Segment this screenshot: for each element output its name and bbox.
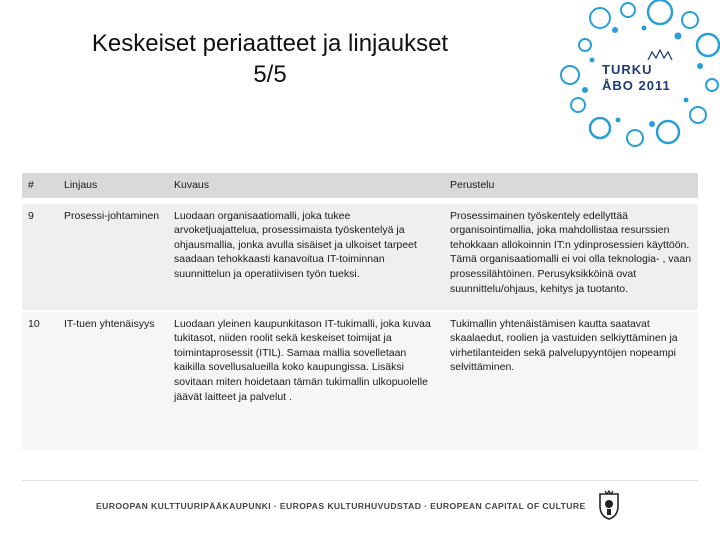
header-kuvaus: Kuvaus [168,173,444,201]
slide-title [20,28,520,90]
cell-kuvaus: Luodaan yleinen kaupunkitason IT-tukimalli, joka kuvaa tukitasot, niiden roolit sekä keskeiset toimijat ja toimintaprosessit (ITIL). Samaa mallia sovelletaan kaikilla sovellusalueilla koko kaupungissa. Lisäksi sovitaan miten hoidetaan tämän tukimallin ulkopuolelle jäävät laitteet ja palvelut . [168,311,444,451]
turku-logo-text [602,62,702,93]
slide-title-line2: 5/5 [253,61,287,88]
header-perustelu: Perustelu [444,173,698,201]
logo-line2: ÅBO 2011 [602,78,671,93]
footer-divider [22,480,698,481]
header-number: # [22,173,58,201]
table-row [22,201,698,311]
table-row [22,311,698,451]
logo-line1: TURKU [602,62,653,77]
footer-text: EUROOPAN KULTTUURIPÄÄKAUPUNKI · EUROPAS KULTURHUVUDSTAD · EUROPEAN CAPITAL OF CULTURE [96,501,586,511]
header-linjaus: Linjaus [58,173,168,201]
cell-kuvaus: Luodaan organisaatiomalli, joka tukee arvoketjuajattelua, prosessimaista työskentelyä ja ohjausmallia, jonka avulla sisäiset ja ulkoiset tarpeet saadaan tehokkaasti kanavoitua IT-toiminnan suunnittelun ja operatiivisen työn tueksi. [168,201,444,311]
cell-linjaus: IT-tuen yhtenäisyys [58,311,168,451]
footer [0,480,720,540]
slide-title-line1: Keskeiset periaatteet ja linjaukset [91,30,449,57]
table-header-row [22,173,698,201]
cell-perustelu: Prosessimainen työskentely edellyttää organisointimallia, joka mahdollistaa resurssien tehokkaan allokoinnin IT:n ydinprosessien käyttöön. Tämä organisaatiomalli ei voi olla teknologia- , vaan prosessilähtöinen. Perusyksikköinä ovat suunnittelu/ohjaus, kehitys ja tuotanto. [444,201,698,311]
cell-number: 9 [22,201,58,311]
cell-linjaus: Prosessi-johtaminen [58,201,168,311]
cell-perustelu: Tukimallin yhtenäistämisen kautta saatavat skaalaedut, roolien ja vastuiden selkiyttäminen ja virhetilanteiden sekä palvelupyyntöjen nopeampi selvittäminen. [444,311,698,451]
city-crest-icon [598,490,620,520]
principles-table [22,173,698,452]
cell-number: 10 [22,311,58,451]
